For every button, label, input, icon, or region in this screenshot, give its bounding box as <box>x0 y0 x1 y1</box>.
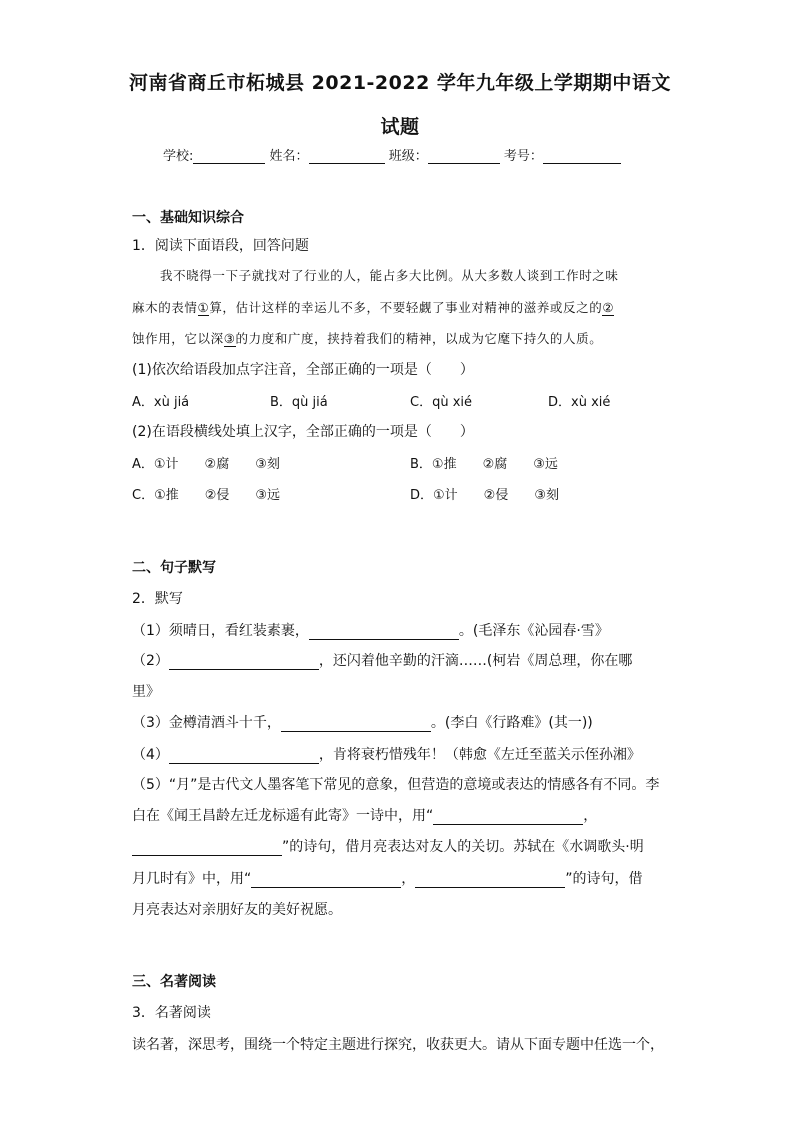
dictation-text: （1）须晴日，看红装素裹， <box>132 623 309 639</box>
dictation-item-5-line3 <box>132 836 644 856</box>
dictation-item-2-cont: 里》 <box>132 684 160 700</box>
dictation-item-4 <box>132 744 641 764</box>
answer-blank[interactable] <box>415 872 565 888</box>
exam-title-line1: 河南省商丘市柘城县 2021-2022 学年九年级上学期期中语文 <box>129 72 671 94</box>
sub1-option-c[interactable]: C．qù xié <box>410 395 473 410</box>
answer-blank[interactable] <box>281 716 431 732</box>
student-info-row <box>163 145 621 164</box>
blank-marker-2: ② <box>602 300 615 315</box>
sub2-option-d[interactable]: D．①计 ②侵 ③刻 <box>410 488 559 503</box>
dictation-text: 白在《闻王昌龄左迁龙标遥有此寄》一诗中，用“ <box>132 808 434 824</box>
dictation-text: ”的诗句，借 <box>565 871 643 887</box>
question3-intro: 读名著，深思考，围绕一个特定主题进行探究，收获更大。请从下面专题中任选一个， <box>132 1037 664 1053</box>
sub1-option-a[interactable]: A．xù jiá <box>132 395 190 410</box>
dictation-text: ”的诗句，借月亮表达对友人的关切。苏轼在《水调歌头·明 <box>282 839 644 855</box>
dictation-text: ， <box>583 808 598 824</box>
sub1-option-d[interactable]: D．xù xié <box>548 395 611 410</box>
answer-blank[interactable] <box>132 840 282 856</box>
answer-blank[interactable] <box>251 872 401 888</box>
school-label: 学校: <box>163 149 194 164</box>
section3-heading: 三、名著阅读 <box>132 974 216 990</box>
exam-number-blank[interactable] <box>543 149 621 164</box>
dictation-text: 。(李白《行路难》(其一)) <box>430 715 593 731</box>
sub2-option-b[interactable]: B．①推 ②腐 ③远 <box>410 457 558 472</box>
dictation-text: 月几时有》中，用“ <box>132 871 252 887</box>
passage-line1: 我不晓得一下子就找对了行业的人，能占多大比例。从大多数人谈到工作时之味 <box>160 268 619 283</box>
passage-text: 蚀作用，它以深 <box>132 331 224 346</box>
dictation-item-5-line4 <box>132 868 643 888</box>
dictation-text: ，还闪着他辛勤的汗滴……(柯岩《周总理，你在哪 <box>318 653 633 669</box>
blank-marker-1: ① <box>197 300 210 315</box>
question3-stem: 3．名著阅读 <box>132 1005 211 1021</box>
dictation-item-5: （5）“月”是古代文人墨客笔下常见的意象，但营造的意境或表达的情感各有不同。李 <box>132 777 660 793</box>
dictation-item-5-line2 <box>132 805 597 825</box>
section1-heading: 一、基础知识综合 <box>132 210 244 226</box>
passage-line3 <box>132 329 602 347</box>
dictation-text: 。(毛泽东《沁园春·雪》 <box>458 623 609 639</box>
subquestion2: (2)在语段横线处填上汉字，全部正确的一项是（ ） <box>132 424 474 440</box>
passage-text: 麻木的表情 <box>132 300 198 315</box>
dictation-item-5-line5: 月亮表达对亲朋好友的美好祝愿。 <box>132 902 342 918</box>
subquestion1: (1)依次给语段加点字注音，全部正确的一项是（ ） <box>132 362 474 378</box>
name-label: 姓名： <box>269 149 309 164</box>
section2-heading: 二、句子默写 <box>132 560 216 576</box>
answer-blank[interactable] <box>169 748 319 764</box>
passage-line2 <box>132 298 614 316</box>
answer-blank[interactable] <box>433 809 583 825</box>
sub2-option-a[interactable]: A．①计 ②腐 ③刻 <box>132 457 280 472</box>
dictation-item-2 <box>132 650 632 670</box>
dictation-item-3 <box>132 712 593 732</box>
dictation-item-1 <box>132 620 609 640</box>
passage-text: 算，估计这样的幸运儿不多，不要轻觑了事业对精神的滋养或反之的 <box>209 300 603 315</box>
dictation-text: （4） <box>132 747 169 763</box>
name-blank[interactable] <box>309 149 385 164</box>
dictation-text: （3）金樽清酒斗十千， <box>132 715 281 731</box>
class-blank[interactable] <box>428 149 500 164</box>
question2-stem: 2．默写 <box>132 591 183 607</box>
question1-stem: 1．阅读下面语段，回答问题 <box>132 238 309 254</box>
school-blank[interactable] <box>193 149 265 164</box>
sub2-option-c[interactable]: C．①推 ②侵 ③远 <box>132 488 281 503</box>
dictation-text: （2） <box>132 653 169 669</box>
exam-number-label: 考号： <box>503 149 543 164</box>
passage-text: 的力度和广度，挟持着我们的精神，以成为它麾下持久的人质。 <box>235 331 603 346</box>
dictation-text: ， <box>401 871 416 887</box>
answer-blank[interactable] <box>309 624 459 640</box>
answer-blank[interactable] <box>169 654 319 670</box>
blank-marker-3: ③ <box>223 331 236 346</box>
dictation-text: ，肯将衰朽惜残年！（韩愈《左迁至蓝关示侄孙湘》 <box>318 747 641 763</box>
exam-title-line2: 试题 <box>380 116 420 138</box>
class-label: 班级： <box>388 149 428 164</box>
sub1-option-b[interactable]: B．qù jiá <box>270 395 328 410</box>
